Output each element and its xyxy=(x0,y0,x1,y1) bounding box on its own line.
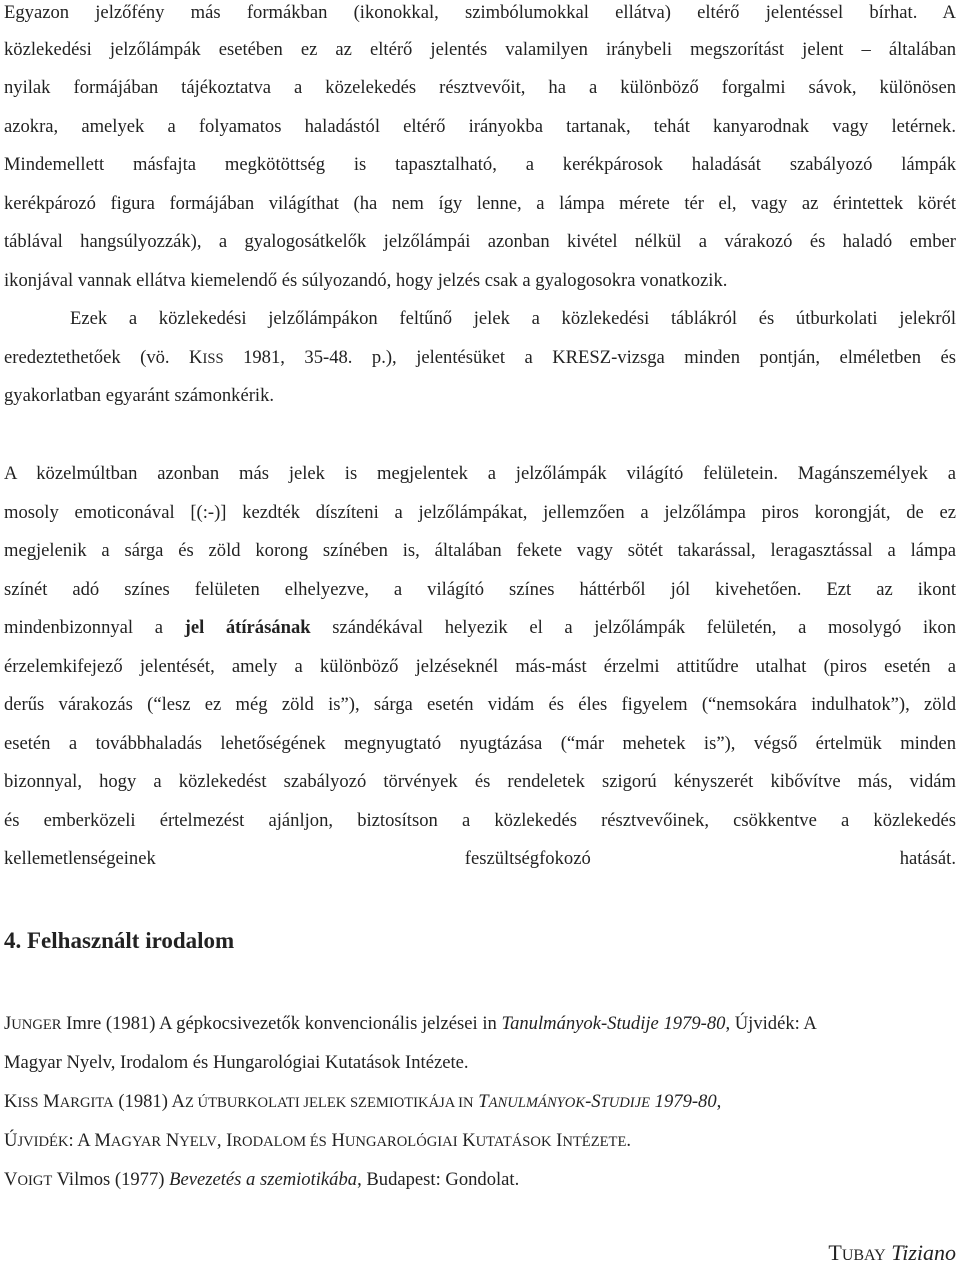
reference-2-line-1 xyxy=(4,1092,956,1113)
paragraph-3-line-5 xyxy=(4,618,956,638)
ref2-part: 1979-80 xyxy=(650,1091,717,1112)
ref3-text: Vilmos (1977) xyxy=(52,1169,170,1190)
paragraph-3-line-7: derűs várakozás (“lesz ez még zöld is”), sárga esetén vidám és éles figyelem (“nemsokára indulhatok”), zöld xyxy=(4,694,956,715)
ref2-part: UNGAROLÓGIAI xyxy=(344,1134,458,1150)
paragraph-2-line-3: gyakorlatban egyaránt számonkérik. xyxy=(4,385,275,406)
ref2-part: AGYAR xyxy=(110,1134,162,1150)
paragraph-3-line-6: érzelemkifejező jelentését, amely a különböző jelzéseknél más-mást érzelmi attitűdre utalhat (piros esetén a xyxy=(4,656,956,677)
ref1-author-smallcaps: UNGER xyxy=(11,1017,62,1033)
ref1-place: , Újvidék: A xyxy=(725,1013,817,1034)
ref2-part: : A M xyxy=(68,1130,111,1151)
reference-1-line-2: Magyar Nyelv, Irodalom és Hungarológiai Kutatások Intézete. xyxy=(4,1052,469,1073)
signature-part: T xyxy=(828,1240,842,1265)
ref2-part: , xyxy=(716,1091,722,1112)
reference-1-line-1 xyxy=(4,1014,956,1035)
ref2-part: Z ÚTBURKOLATI JELEK SZEMIOTIKÁJA IN xyxy=(184,1095,474,1111)
paragraph-1-line-5: Mindemellett másfajta megkötöttség is tapasztalható, a kerékpárosok haladását szabályozó lámpák xyxy=(4,154,956,175)
paragraph-3-line-8: esetén a továbbhaladás lehetőségének megnyugtató nyugtázása (“már mehetek is”), végső értelmük minden xyxy=(4,733,956,754)
ref2-part: JVIDÉK xyxy=(17,1134,69,1150)
ref2-part: K xyxy=(457,1130,476,1151)
p2-text-a: eredeztethetőek (vö. K xyxy=(4,347,203,368)
ref2-part: (1981) A xyxy=(113,1091,185,1112)
ref2-part: Ú xyxy=(4,1130,18,1151)
ref2-part: I xyxy=(551,1130,563,1151)
paragraph-1-line-1: Egyazon jelzőfény más formákban (ikonokkal, szimbólumokkal ellátva) eltérő jelentéssel bírhat. A xyxy=(4,2,956,23)
signature-part: Tiziano xyxy=(885,1240,956,1265)
paragraph-3-line-9: bizonnyal, hogy a közlekedést szabályozó törvények és rendeletek szigorú kényszerét kibővítve más, vidám xyxy=(4,771,956,792)
ref2-part: T xyxy=(478,1091,489,1112)
ref1-author-initial: J xyxy=(4,1013,12,1034)
p3-text-c: szándékával helyezik el a jelzőlámpák felületén, a mosolygó ikon xyxy=(310,617,956,638)
paragraph-1-line-3: nyilak formájában tájékoztatva a közelekedés résztvevőit, ha a különböző forgalmi sávok, különösen xyxy=(4,77,956,98)
ref2-part: -S xyxy=(585,1091,601,1112)
ref2-part: ISS xyxy=(17,1095,39,1111)
reference-3 xyxy=(4,1170,956,1191)
p3-text-a: mindenbizonnyal a xyxy=(4,617,185,638)
ref2-part: RODALOM ÉS xyxy=(232,1134,327,1150)
ref2-part: , I xyxy=(216,1130,233,1151)
ref2-part: TUDIJE xyxy=(600,1095,651,1111)
ref2-part: . xyxy=(626,1130,632,1151)
signature-part: UBAY xyxy=(841,1247,886,1264)
ref3-title: Bevezetés a szemiotikába xyxy=(169,1169,358,1190)
paragraph-1-line-6: kerékpározó figura formájában világíthat (ha nem így lenne, a lámpa mérete tér el, vagy az érintettek körét xyxy=(4,193,956,214)
ref2-part: K xyxy=(4,1091,18,1112)
paragraph-3-line-4: színét adó színes felületen elhelyezve, a világító színes háttérből jól kivehetően. Ezt az ikont xyxy=(4,579,956,600)
paragraph-1-line-2: közlekedési jelzőlámpák esetében ez az eltérő jelentés valamilyen iránybeli megszorítást jelent – általában xyxy=(4,39,956,60)
paragraph-3-line-3: megjelenik a sárga és zöld korong színében is, általában fekete vagy sötét takarással, leragasztással a lámpa xyxy=(4,540,956,561)
paragraph-2-line-1: Ezek a közlekedési jelzőlámpákon feltűnő jelek a közlekedési táblákról és útburkolati jelekről xyxy=(70,308,956,329)
ref1-journal: Tanulmányok-Studije 1979-80 xyxy=(501,1013,726,1034)
paragraph-1-line-7: táblával hangsúlyozzák), a gyalogosátkelők jelzőlámpái azonban kivétel nélkül a várakozó és haladó ember xyxy=(4,231,956,252)
p2-smallcaps-kiss: ISS xyxy=(202,351,224,367)
paragraph-3-line-1: A közelmúltban azonban más jelek is megjelentek a jelzőlámpák világító felületein. Magánszemélyek a xyxy=(4,463,956,484)
ref2-part: H xyxy=(326,1130,345,1151)
paragraph-3-line-11: kellemetlenségeinek feszültségfokozó hatását. xyxy=(4,848,956,869)
ref2-part: N xyxy=(161,1130,180,1151)
ref2-part: M xyxy=(38,1091,60,1112)
ref2-part: ARGITA xyxy=(59,1095,114,1111)
paragraph-2-line-2 xyxy=(4,348,956,369)
paragraph-3-line-2: mosoly emoticonával [(:-)] kezdték díszíteni a jelzőlámpákat, jellemzően a jelzőlámpa piros korongját, de ez xyxy=(4,502,956,523)
section-heading: 4. Felhasznált irodalom xyxy=(4,928,235,953)
paragraph-1-line-4: azokra, amelyek a folyamatos haladástól eltérő irányokba tartanak, tehát kanyarodnak vagy letérnek. xyxy=(4,116,956,137)
ref2-part: YELV xyxy=(179,1134,217,1150)
ref3-author-smallcaps: OIGT xyxy=(17,1173,53,1189)
reference-2-line-2 xyxy=(4,1131,956,1152)
ref2-part: NTÉZETE xyxy=(562,1134,627,1150)
author-signature xyxy=(828,1240,956,1269)
ref3-author-initial: V xyxy=(4,1169,18,1190)
paragraph-3-line-10: és emberközeli értelmezést ajánljon, biztosítson a közlekedés résztvevőinek, csökkentve a közlekedés xyxy=(4,810,956,831)
p2-text-c: 1981, 35-48. p.), jelentésüket a KRESZ-vizsga minden pontján, elméletben és xyxy=(223,347,957,368)
ref1-text: Imre (1981) A gépkocsivezetők konvencionális jelzései in xyxy=(61,1013,502,1034)
p3-bold-phrase: jel átírásának xyxy=(184,617,311,638)
ref3-publisher: , Budapest: Gondolat. xyxy=(357,1169,520,1190)
paragraph-1-line-8: ikonjával vannak ellátva kiemelendő és súlyozandó, hogy jelzés csak a gyalogosokra vonatkozik. xyxy=(4,270,728,291)
ref2-part: UTATÁSOK xyxy=(475,1134,552,1150)
ref2-part: ANULMÁNYOK xyxy=(488,1095,586,1111)
